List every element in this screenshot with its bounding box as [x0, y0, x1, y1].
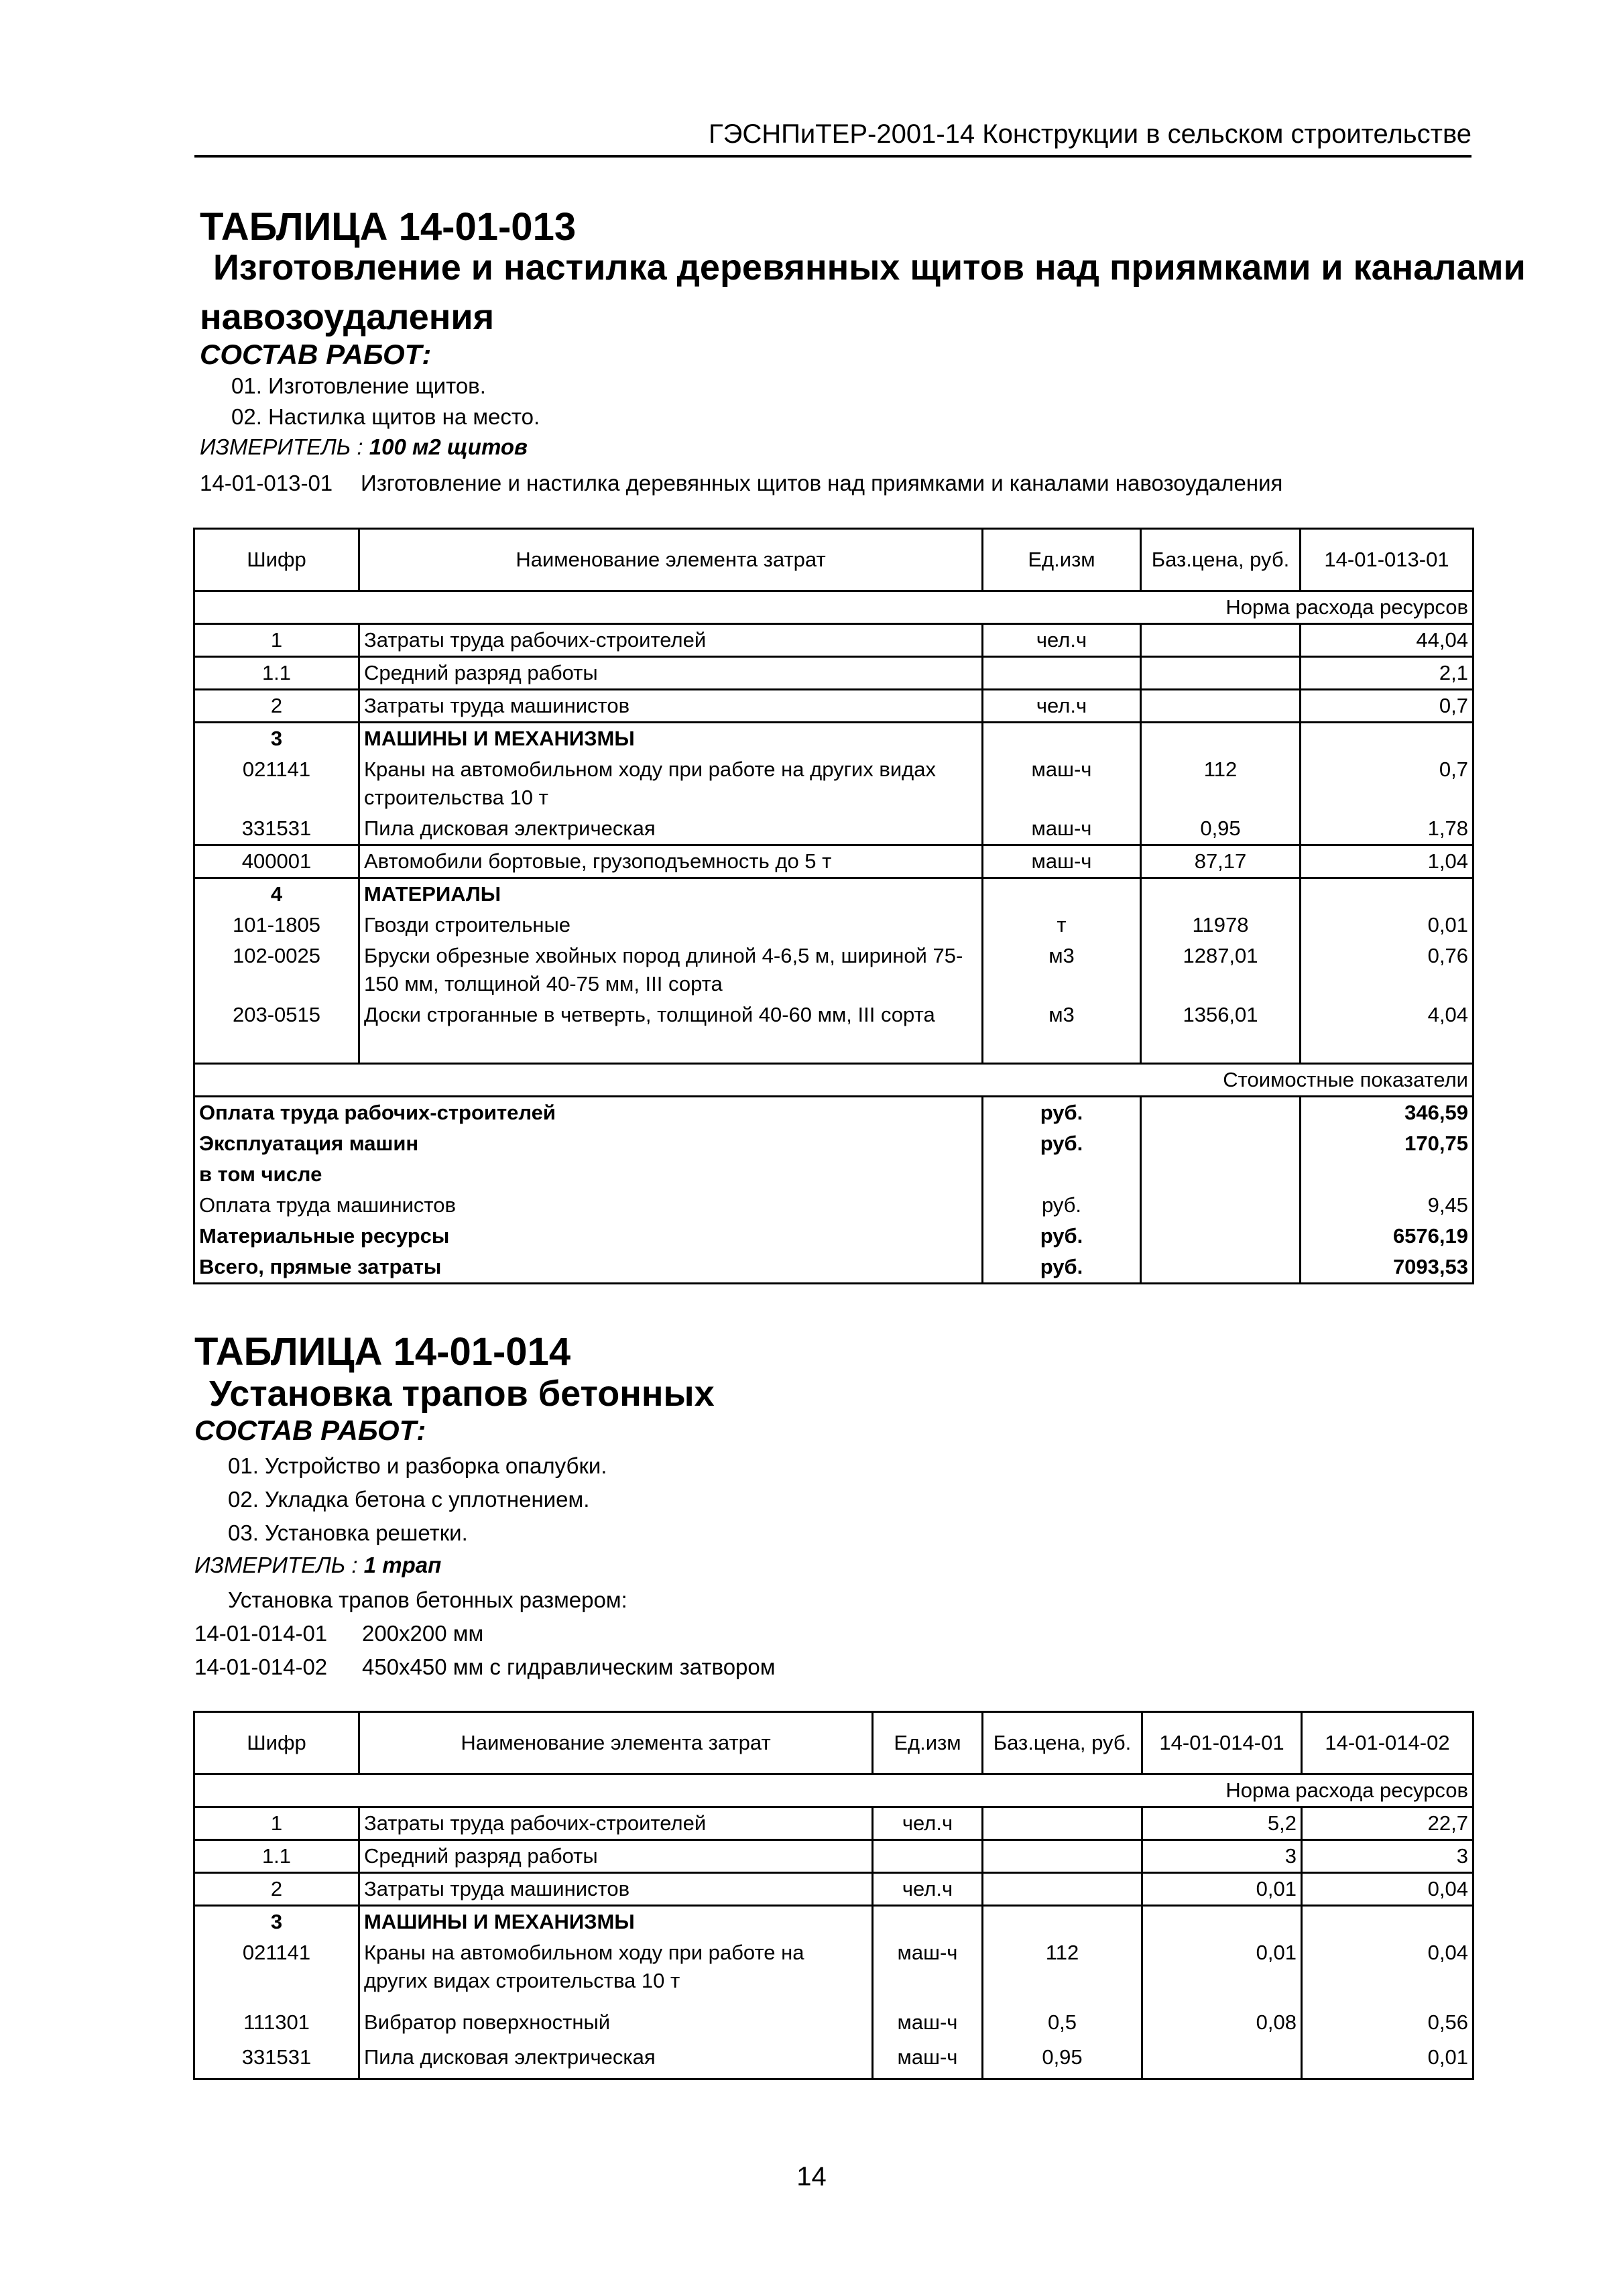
table1-col-name: Наименование элемента затрат	[359, 529, 983, 591]
table1-col-v1: 14-01-013-01	[1301, 529, 1474, 591]
table2-col-price: Баз.цена, руб.	[983, 1712, 1142, 1774]
cost-unit: руб.	[983, 1221, 1141, 1252]
row-price	[1141, 878, 1301, 910]
table-row	[194, 1252, 1474, 1284]
row-value-2: 0,01	[1302, 2038, 1474, 2079]
table-row	[194, 1937, 1474, 2002]
table1-col-price: Баз.цена, руб.	[1141, 529, 1301, 591]
row-price	[1141, 657, 1301, 690]
cost-name: Оплата труда машинистов	[194, 1190, 983, 1221]
row-code: 2	[194, 1873, 359, 1906]
table1-work-1: 01. Изготовление щитов.	[231, 373, 486, 398]
row-unit	[983, 657, 1141, 690]
cost-unit	[983, 1159, 1141, 1190]
cost-name: в том числе	[194, 1159, 983, 1190]
table1-sostav-label: СОСТАВ РАБОТ:	[200, 339, 432, 370]
table-row	[194, 2002, 1474, 2038]
table1-measure-label: ИЗМЕРИТЕЛЬ :	[200, 434, 363, 459]
row-price	[983, 1906, 1142, 1938]
cost-empty	[1141, 1252, 1301, 1284]
row-code: 331531	[194, 2038, 359, 2079]
row-name: Краны на автомобильном ходу при работе на других видах строительства 10 т	[359, 754, 983, 813]
row-name: Бруски обрезные хвойных пород длиной 4-6,5 м, шириной 75-150 мм, толщиной 40-75 мм, III сорта	[359, 941, 983, 1000]
page-header: ГЭСНПиТЕР-2001-14 Конструкции в сельском строительстве	[194, 119, 1471, 158]
table2-measure-value: 1 трап	[363, 1553, 442, 1577]
cost-unit: руб.	[983, 1252, 1141, 1284]
row-code: 2	[194, 690, 359, 723]
table-row	[194, 1221, 1474, 1252]
table2-sostav-label: СОСТАВ РАБОТ:	[194, 1414, 426, 1446]
row-value-2: 0,04	[1302, 1873, 1474, 1906]
row-value: 0,7	[1301, 754, 1474, 813]
row-name: Затраты труда рабочих-строителей	[359, 1807, 873, 1840]
table2-code-1: 14-01-014-01	[194, 1621, 328, 1646]
row-unit: маш-ч	[983, 845, 1141, 878]
row-value: 0,01	[1301, 910, 1474, 941]
table1-col-unit: Ед.изм	[983, 529, 1141, 591]
row-name: Вибратор поверхностный	[359, 2002, 873, 2038]
row-unit: маш-ч	[873, 2038, 983, 2079]
row-price: 11978	[1141, 910, 1301, 941]
row-unit	[873, 1840, 983, 1873]
row-value-1: 3	[1142, 1840, 1302, 1873]
table2-code-1-desc: 200х200 мм	[362, 1621, 484, 1646]
row-price	[983, 1873, 1142, 1906]
row-name: Пила дисковая электрическая	[359, 2038, 873, 2079]
row-code: 3	[194, 1906, 359, 1938]
table-row	[194, 1190, 1474, 1221]
table2-col-code: Шифр	[194, 1712, 359, 1774]
row-unit: чел.ч	[873, 1873, 983, 1906]
cost-empty	[1141, 1221, 1301, 1252]
row-value-1: 0,01	[1142, 1937, 1302, 2002]
table1-header-row	[194, 529, 1474, 591]
table-row	[194, 910, 1474, 941]
row-code: 203-0515	[194, 1000, 359, 1064]
row-name: МАШИНЫ И МЕХАНИЗМЫ	[359, 1906, 873, 1938]
table1-norma-label: Норма расхода ресурсов	[194, 591, 1474, 624]
table-row	[194, 878, 1474, 910]
cost-unit: руб.	[983, 1128, 1141, 1159]
row-price	[983, 1807, 1142, 1840]
row-price	[1141, 624, 1301, 657]
table1-measure-value: 100 м2 щитов	[369, 434, 528, 459]
row-unit: чел.ч	[983, 624, 1141, 657]
row-price	[1141, 690, 1301, 723]
cost-empty	[1141, 1190, 1301, 1221]
table1-code: 14-01-013-01	[200, 471, 333, 495]
table-row	[194, 941, 1474, 1000]
table2-norma-row	[194, 1774, 1474, 1807]
row-name: Средний разряд работы	[359, 1840, 873, 1873]
table1-subtitle-line1: Изготовление и настилка деревянных щитов над приямками и каналами	[213, 247, 1526, 288]
cost-value: 346,59	[1301, 1097, 1474, 1129]
cost-unit: руб.	[983, 1097, 1141, 1129]
table-row	[194, 1159, 1474, 1190]
table-row	[194, 1097, 1474, 1129]
row-price: 0,95	[1141, 813, 1301, 845]
table2-title: ТАБЛИЦА 14-01-014	[194, 1330, 571, 1374]
row-name: Пила дисковая электрическая	[359, 813, 983, 845]
row-name: Затраты труда рабочих-строителей	[359, 624, 983, 657]
row-value: 1,04	[1301, 845, 1474, 878]
cost-value: 170,75	[1301, 1128, 1474, 1159]
table1-title: ТАБЛИЦА 14-01-013	[200, 205, 577, 249]
row-price: 112	[983, 1937, 1142, 2002]
row-name: Затраты труда машинистов	[359, 1873, 873, 1906]
row-unit: чел.ч	[873, 1807, 983, 1840]
row-code: 4	[194, 878, 359, 910]
row-code: 3	[194, 723, 359, 755]
cost-empty	[1141, 1128, 1301, 1159]
row-unit: м3	[983, 941, 1141, 1000]
table-row	[194, 813, 1474, 845]
row-price: 112	[1141, 754, 1301, 813]
row-unit	[873, 1906, 983, 1938]
row-unit	[983, 723, 1141, 755]
row-name: Краны на автомобильном ходу при работе на других видах строительства 10 т	[359, 1937, 873, 2002]
row-unit: чел.ч	[983, 690, 1141, 723]
table1-norma-row	[194, 591, 1474, 624]
row-unit: маш-ч	[873, 2002, 983, 2038]
table-row	[194, 1873, 1474, 1906]
table2-col-unit: Ед.изм	[873, 1712, 983, 1774]
row-code: 101-1805	[194, 910, 359, 941]
row-name: Гвозди строительные	[359, 910, 983, 941]
table-row	[194, 1000, 1474, 1064]
row-price	[983, 1840, 1142, 1873]
table2-code-2: 14-01-014-02	[194, 1654, 328, 1679]
row-unit	[983, 878, 1141, 910]
table-row	[194, 1807, 1474, 1840]
row-name: Средний разряд работы	[359, 657, 983, 690]
row-code: 1	[194, 1807, 359, 1840]
table1-cost-header-row	[194, 1064, 1474, 1097]
row-value-1	[1142, 1906, 1302, 1938]
row-value-2: 3	[1302, 1840, 1474, 1873]
row-value-2: 0,04	[1302, 1937, 1474, 2002]
row-value-2: 0,56	[1302, 2002, 1474, 2038]
row-value: 0,7	[1301, 690, 1474, 723]
row-unit: маш-ч	[983, 813, 1141, 845]
row-code: 102-0025	[194, 941, 359, 1000]
table-row	[194, 723, 1474, 755]
row-unit: маш-ч	[983, 754, 1141, 813]
row-value: 44,04	[1301, 624, 1474, 657]
table2-work-2: 02. Укладка бетона с уплотнением.	[228, 1487, 590, 1512]
table-row	[194, 657, 1474, 690]
row-value	[1301, 723, 1474, 755]
cost-name: Эксплуатация машин	[194, 1128, 983, 1159]
row-value: 2,1	[1301, 657, 1474, 690]
row-value: 4,04	[1301, 1000, 1474, 1064]
table2-work-1: 01. Устройство и разборка опалубки.	[228, 1453, 607, 1478]
table2-col-v1: 14-01-014-01	[1142, 1712, 1302, 1774]
row-name: МАТЕРИАЛЫ	[359, 878, 983, 910]
row-price: 0,5	[983, 2002, 1142, 2038]
table1-code-desc: Изготовление и настилка деревянных щитов над приямками и каналами навозоудаления	[361, 471, 1283, 495]
cost-name: Оплата труда рабочих-строителей	[194, 1097, 983, 1129]
row-unit: м3	[983, 1000, 1141, 1064]
cost-value: 7093,53	[1301, 1252, 1474, 1284]
row-value-1: 0,08	[1142, 2002, 1302, 2038]
row-name: МАШИНЫ И МЕХАНИЗМЫ	[359, 723, 983, 755]
page-number: 14	[796, 2162, 827, 2191]
table2-code-2-desc: 450х450 мм с гидравлическим затвором	[362, 1654, 776, 1679]
row-price: 1356,01	[1141, 1000, 1301, 1064]
row-code: 1.1	[194, 1840, 359, 1873]
row-value-1: 5,2	[1142, 1807, 1302, 1840]
table2-intro: Установка трапов бетонных размером:	[228, 1587, 627, 1612]
cost-value	[1301, 1159, 1474, 1190]
row-value: 0,76	[1301, 941, 1474, 1000]
row-code: 1	[194, 624, 359, 657]
row-price	[1141, 723, 1301, 755]
row-code: 400001	[194, 845, 359, 878]
table-row	[194, 845, 1474, 878]
cost-name: Всего, прямые затраты	[194, 1252, 983, 1284]
cost-value: 6576,19	[1301, 1221, 1474, 1252]
table-row	[194, 624, 1474, 657]
table-row	[194, 2038, 1474, 2079]
table2-grid	[193, 1711, 1474, 2080]
table2-header-row	[194, 1712, 1474, 1774]
row-value	[1301, 878, 1474, 910]
table2-measure-label: ИЗМЕРИТЕЛЬ :	[194, 1553, 358, 1577]
row-value: 1,78	[1301, 813, 1474, 845]
table-row	[194, 754, 1474, 813]
row-code: 331531	[194, 813, 359, 845]
table2-norma-label: Норма расхода ресурсов	[194, 1774, 1474, 1807]
row-code: 021141	[194, 1937, 359, 2002]
row-unit: т	[983, 910, 1141, 941]
table-row	[194, 690, 1474, 723]
row-price: 0,95	[983, 2038, 1142, 2079]
table1-grid	[193, 528, 1474, 1284]
table-row	[194, 1840, 1474, 1873]
table-row	[194, 1906, 1474, 1938]
row-unit: маш-ч	[873, 1937, 983, 2002]
table-row	[194, 1128, 1474, 1159]
row-value-1: 0,01	[1142, 1873, 1302, 1906]
table2-col-name: Наименование элемента затрат	[359, 1712, 873, 1774]
row-code: 021141	[194, 754, 359, 813]
table1-cost-label: Стоимостные показатели	[194, 1064, 1474, 1097]
row-code: 111301	[194, 2002, 359, 2038]
cost-name: Материальные ресурсы	[194, 1221, 983, 1252]
row-name: Автомобили бортовые, грузоподъемность до 5 т	[359, 845, 983, 878]
table1-subtitle-line2: навозоудаления	[200, 297, 495, 337]
row-price: 87,17	[1141, 845, 1301, 878]
cost-empty	[1141, 1097, 1301, 1129]
cost-value: 9,45	[1301, 1190, 1474, 1221]
cost-empty	[1141, 1159, 1301, 1190]
table2-col-v2: 14-01-014-02	[1302, 1712, 1474, 1774]
row-name: Затраты труда машинистов	[359, 690, 983, 723]
row-value-1	[1142, 2038, 1302, 2079]
table1-col-code: Шифр	[194, 529, 359, 591]
table1-work-2: 02. Настилка щитов на место.	[231, 404, 540, 429]
table2-work-3: 03. Установка решетки.	[228, 1520, 468, 1545]
cost-unit: руб.	[983, 1190, 1141, 1221]
table2-subtitle: Установка трапов бетонных	[209, 1374, 715, 1414]
table1-measure	[200, 434, 528, 460]
row-name: Доски строганные в четверть, толщиной 40-60 мм, III сорта	[359, 1000, 983, 1064]
row-code: 1.1	[194, 657, 359, 690]
row-price: 1287,01	[1141, 941, 1301, 1000]
table2-measure	[194, 1553, 441, 1578]
row-value-2	[1302, 1906, 1474, 1938]
row-value-2: 22,7	[1302, 1807, 1474, 1840]
